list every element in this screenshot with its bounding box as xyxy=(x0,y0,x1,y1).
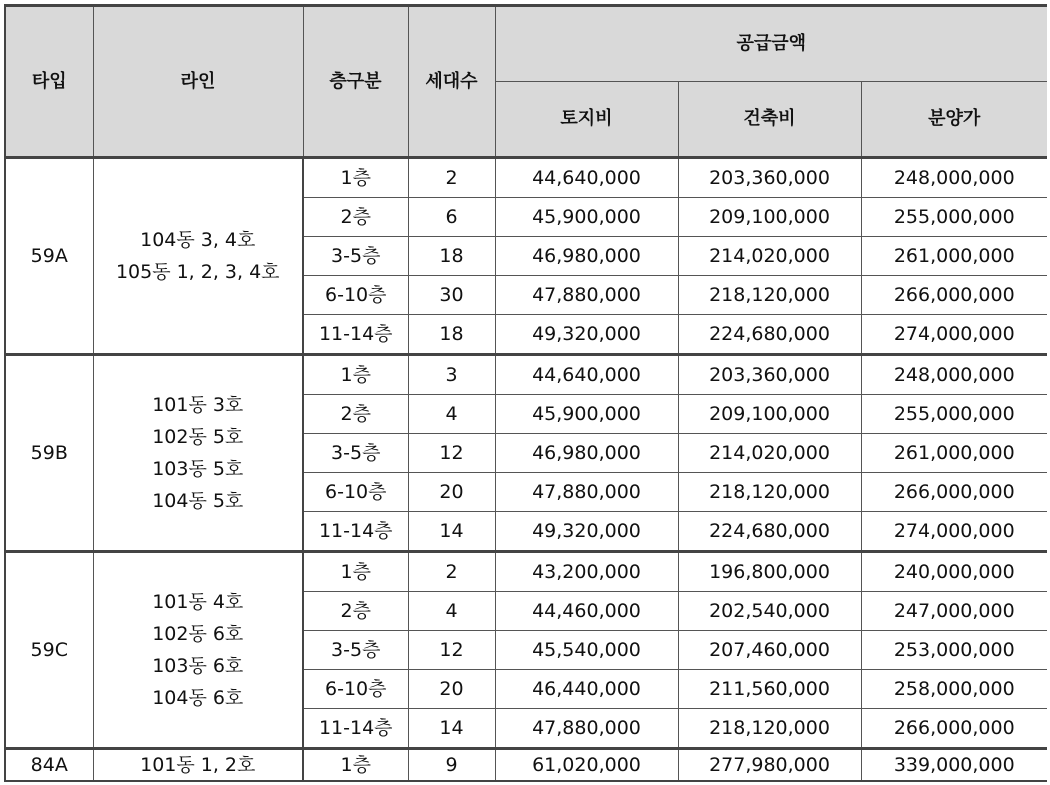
header-sale-price: 분양가 xyxy=(861,82,1047,158)
sale-price-cell: 274,000,000 xyxy=(861,512,1047,552)
line-text: 102동 5호 xyxy=(152,426,244,448)
floor-cell: 1층 xyxy=(303,158,408,198)
sale-price-cell: 266,000,000 xyxy=(861,276,1047,315)
sale-price-cell: 261,000,000 xyxy=(861,237,1047,276)
land-cost-cell: 47,880,000 xyxy=(495,276,678,315)
land-cost-cell: 46,980,000 xyxy=(495,237,678,276)
type-cell: 59C xyxy=(5,552,93,749)
sale-price-cell: 261,000,000 xyxy=(861,434,1047,473)
price-table-body xyxy=(5,158,1047,782)
line-text: 103동 5호 xyxy=(152,458,244,480)
build-cost-cell: 196,800,000 xyxy=(678,552,861,592)
line-cell: 101동 1, 2호 xyxy=(93,749,303,782)
floor-cell: 11-14층 xyxy=(303,315,408,355)
table-row xyxy=(5,749,1047,782)
land-cost-cell: 47,880,000 xyxy=(495,709,678,749)
line-text: 104동 3, 4호 xyxy=(140,229,256,251)
line-cell xyxy=(93,158,303,355)
build-cost-cell: 218,120,000 xyxy=(678,276,861,315)
floor-cell: 2층 xyxy=(303,592,408,631)
land-cost-cell: 44,640,000 xyxy=(495,158,678,198)
build-cost-cell: 214,020,000 xyxy=(678,237,861,276)
header-units: 세대수 xyxy=(408,6,495,158)
units-cell: 14 xyxy=(408,512,495,552)
header-land-cost: 토지비 xyxy=(495,82,678,158)
sale-price-cell: 339,000,000 xyxy=(861,749,1047,782)
land-cost-cell: 44,460,000 xyxy=(495,592,678,631)
land-cost-cell: 46,440,000 xyxy=(495,670,678,709)
build-cost-cell: 224,680,000 xyxy=(678,512,861,552)
build-cost-cell: 277,980,000 xyxy=(678,749,861,782)
sale-price-cell: 248,000,000 xyxy=(861,355,1047,395)
units-cell: 18 xyxy=(408,237,495,276)
line-text: 101동 4호 xyxy=(152,591,244,613)
land-cost-cell: 43,200,000 xyxy=(495,552,678,592)
land-cost-cell: 45,900,000 xyxy=(495,198,678,237)
sale-price-cell: 258,000,000 xyxy=(861,670,1047,709)
floor-cell: 11-14층 xyxy=(303,709,408,749)
header-supply-price: 공급금액 xyxy=(495,6,1047,82)
line-cell xyxy=(93,355,303,552)
land-cost-cell: 49,320,000 xyxy=(495,315,678,355)
table-row xyxy=(5,355,1047,395)
line-text: 101동 3호 xyxy=(152,394,244,416)
table-row xyxy=(5,552,1047,592)
line-text: 104동 5호 xyxy=(152,490,244,512)
price-table-wrapper xyxy=(4,4,1047,782)
floor-cell: 2층 xyxy=(303,395,408,434)
units-cell: 9 xyxy=(408,749,495,782)
units-cell: 20 xyxy=(408,473,495,512)
sale-price-cell: 253,000,000 xyxy=(861,631,1047,670)
units-cell: 18 xyxy=(408,315,495,355)
build-cost-cell: 209,100,000 xyxy=(678,198,861,237)
line-text: 102동 6호 xyxy=(152,623,244,645)
build-cost-cell: 218,120,000 xyxy=(678,709,861,749)
land-cost-cell: 61,020,000 xyxy=(495,749,678,782)
floor-cell: 6-10층 xyxy=(303,670,408,709)
floor-cell: 3-5층 xyxy=(303,631,408,670)
sale-price-cell: 255,000,000 xyxy=(861,198,1047,237)
land-cost-cell: 44,640,000 xyxy=(495,355,678,395)
units-cell: 20 xyxy=(408,670,495,709)
build-cost-cell: 207,460,000 xyxy=(678,631,861,670)
table-row xyxy=(5,158,1047,198)
type-cell: 84A xyxy=(5,749,93,782)
sale-price-cell: 248,000,000 xyxy=(861,158,1047,198)
sale-price-cell: 240,000,000 xyxy=(861,552,1047,592)
build-cost-cell: 224,680,000 xyxy=(678,315,861,355)
build-cost-cell: 214,020,000 xyxy=(678,434,861,473)
units-cell: 12 xyxy=(408,631,495,670)
type-cell: 59B xyxy=(5,355,93,552)
floor-cell: 3-5층 xyxy=(303,434,408,473)
floor-cell: 11-14층 xyxy=(303,512,408,552)
supply-price-table xyxy=(4,4,1047,782)
floor-cell: 2층 xyxy=(303,198,408,237)
sale-price-cell: 274,000,000 xyxy=(861,315,1047,355)
sale-price-cell: 255,000,000 xyxy=(861,395,1047,434)
build-cost-cell: 211,560,000 xyxy=(678,670,861,709)
units-cell: 6 xyxy=(408,198,495,237)
units-cell: 30 xyxy=(408,276,495,315)
land-cost-cell: 45,900,000 xyxy=(495,395,678,434)
units-cell: 12 xyxy=(408,434,495,473)
units-cell: 3 xyxy=(408,355,495,395)
line-cell xyxy=(93,552,303,749)
floor-cell: 1층 xyxy=(303,552,408,592)
floor-cell: 3-5층 xyxy=(303,237,408,276)
land-cost-cell: 46,980,000 xyxy=(495,434,678,473)
line-text: 105동 1, 2, 3, 4호 xyxy=(115,261,280,283)
header-build-cost: 건축비 xyxy=(678,82,861,158)
floor-cell: 1층 xyxy=(303,749,408,782)
build-cost-cell: 202,540,000 xyxy=(678,592,861,631)
land-cost-cell: 49,320,000 xyxy=(495,512,678,552)
header-floor: 층구분 xyxy=(303,6,408,158)
build-cost-cell: 203,360,000 xyxy=(678,158,861,198)
sale-price-cell: 266,000,000 xyxy=(861,709,1047,749)
type-cell: 59A xyxy=(5,158,93,355)
land-cost-cell: 47,880,000 xyxy=(495,473,678,512)
units-cell: 2 xyxy=(408,552,495,592)
header-type: 타입 xyxy=(5,6,93,158)
line-text: 104동 6호 xyxy=(152,687,244,709)
build-cost-cell: 218,120,000 xyxy=(678,473,861,512)
units-cell: 2 xyxy=(408,158,495,198)
units-cell: 14 xyxy=(408,709,495,749)
floor-cell: 6-10층 xyxy=(303,276,408,315)
floor-cell: 6-10층 xyxy=(303,473,408,512)
sale-price-cell: 247,000,000 xyxy=(861,592,1047,631)
land-cost-cell: 45,540,000 xyxy=(495,631,678,670)
header-line: 라인 xyxy=(93,6,303,158)
line-text: 103동 6호 xyxy=(152,655,244,677)
build-cost-cell: 203,360,000 xyxy=(678,355,861,395)
floor-cell: 1층 xyxy=(303,355,408,395)
units-cell: 4 xyxy=(408,592,495,631)
sale-price-cell: 266,000,000 xyxy=(861,473,1047,512)
build-cost-cell: 209,100,000 xyxy=(678,395,861,434)
units-cell: 4 xyxy=(408,395,495,434)
